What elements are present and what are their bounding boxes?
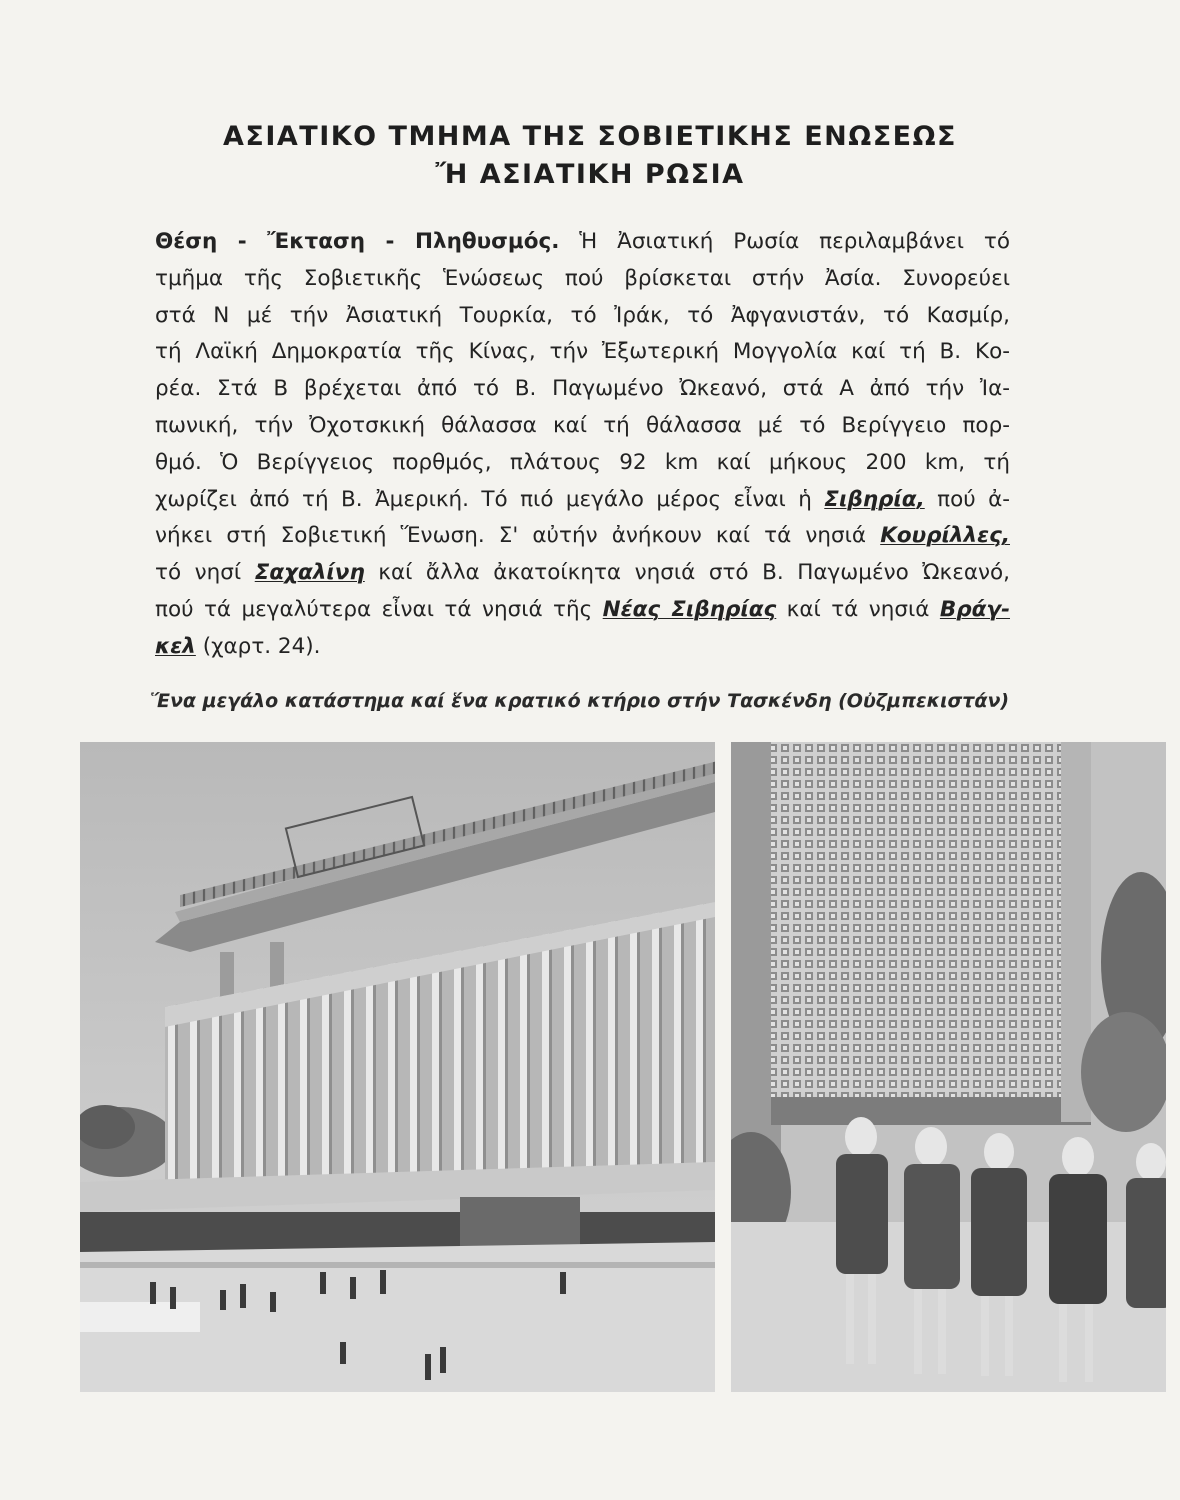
body-paragraph [155, 224, 1010, 666]
place-new-siberia: Νέας Σιβηρίας [602, 596, 777, 622]
place-kuril: Κουρίλλες, [880, 523, 1010, 549]
place-wrangel-end: κελ [155, 633, 196, 659]
state-building-photo [731, 742, 1166, 1392]
text-line: ρέα. Στά Β βρέχεται ἀπό τό Β. Παγωμένο Ὠκεανό, στά Α ἀπό τήν Ἰα- [155, 376, 1010, 402]
title-line-1: ΑΣΙΑΤΙΚΟ ΤΜΗΜΑ ΤΗΣ ΣΟΒΙΕΤΙΚΗΣ ΕΝΩΣΕΩΣ [223, 121, 957, 152]
department-store-illustration [80, 742, 715, 1392]
text-line: χωρίζει ἀπό τή Β. Ἀμερική. Τό πιό μεγάλο μέρος εἶναι ἡ Σιβηρία, πού ἀ- [155, 486, 1011, 512]
place-sakhalin: Σαχαλίνη [254, 560, 365, 586]
department-store-photo [80, 742, 715, 1392]
text-line: κελ (χαρτ. 24). [155, 633, 321, 659]
place-wrangel: Βράγ- [939, 596, 1010, 622]
text-line: θμό. Ὁ Βερίγγειος πορθμός, πλάτους 92 km καί μήκους 200 km, τή [155, 449, 1010, 475]
text-line: πωνική, τήν Ὀχοτσκική θάλασσα καί τή θάλασσα μέ τό Βερίγγειο πορ- [155, 412, 1010, 438]
section-heading: Θέση - Ἔκταση - Πληθυσμός. [155, 229, 560, 254]
text-line: Θέση - Ἔκταση - Πληθυσμός. Ἡ Ἀσιατική Ρωσία περιλαμβάνει τό [155, 229, 1010, 254]
title-line-2: Ἤ ΑΣΙΑΤΙΚΗ ΡΩΣΙΑ [435, 159, 745, 190]
text-line: νήκει στή Σοβιετική Ἕνωση. Σ' αὐτήν ἀνήκουν καί τά νησιά Κουρίλλες, [155, 523, 1010, 549]
text-line: τό νησί Σαχαλίνη καί ἄλλα ἀκατοίκητα νησιά στό Β. Παγωμένο Ὠκεανό, [155, 560, 1010, 586]
text-line: τή Λαϊκή Δημοκρατία τῆς Κίνας, τήν Ἐξωτερική Μογγολία καί τή Β. Κο- [155, 339, 1010, 365]
photo-caption: Ἕνα μεγάλο κατάστημα καί ἕνα κρατικό κτήριο στήν Τασκένδη (Οὐζμπεκιστάν) [150, 690, 1010, 712]
place-siberia: Σιβηρία, [824, 486, 925, 512]
text-line: πού τά μεγαλύτερα εἶναι τά νησιά τῆς Νέας Σιβηρίας καί τά νησιά Βράγ- [155, 596, 1010, 622]
text-line: τμῆμα τῆς Σοβιετικῆς Ἑνώσεως πού βρίσκεται στήν Ἀσία. Συνορεύει [155, 265, 1010, 291]
text-line: στά Ν μέ τήν Ἀσιατική Τουρκία, τό Ἰράκ, τό Ἀφγανιστάν, τό Κασμίρ, [155, 302, 1010, 328]
page-title [0, 118, 1180, 194]
state-building-illustration [731, 742, 1166, 1392]
